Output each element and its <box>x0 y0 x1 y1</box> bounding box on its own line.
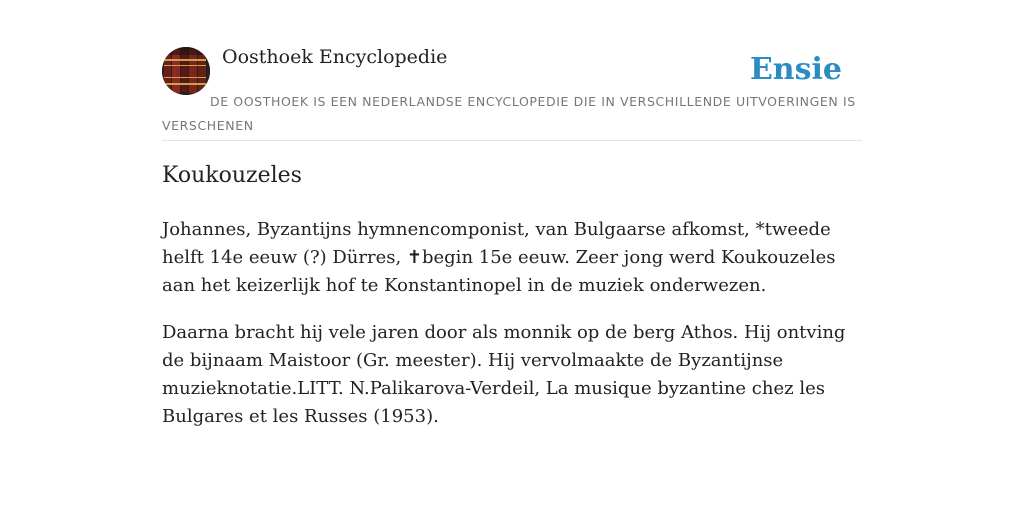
site-header <box>162 0 862 141</box>
site-tagline: DE OOSTHOEK IS EEN NEDERLANDSE ENCYCLOPEDIE DIE IN VERSCHILLENDE UITVOERINGEN IS VERSCHENEN <box>162 94 856 133</box>
site-name[interactable]: Oosthoek Encyclopedie <box>222 46 448 68</box>
article-paragraph: Johannes, Byzantijns hymnencomponist, van Bulgaarse afkomst, *tweede helft 14e eeuw (?) Dürres, ✝begin 15e eeuw. Zeer jong werd Koukouzeles aan het keizerlijk hof te Konstantinopel in de muziek onderwezen. <box>162 219 836 296</box>
article-body <box>162 216 862 450</box>
book-spines-icon[interactable] <box>162 47 210 95</box>
article-paragraph: Daarna bracht hij vele jaren door als monnik op de berg Athos. Hij ontving de bijnaam Maistoor (Gr. meester). Hij vervolmaakte de Byzantijnse muzieknotatie.LITT. N.Palikarova-Verdeil, La musique byzantine chez les Bulgares et les Russes (1953). <box>162 322 846 427</box>
page <box>162 0 862 427</box>
brand-logo[interactable]: Ensie <box>749 52 842 87</box>
page-title: Koukouzeles <box>162 163 302 188</box>
